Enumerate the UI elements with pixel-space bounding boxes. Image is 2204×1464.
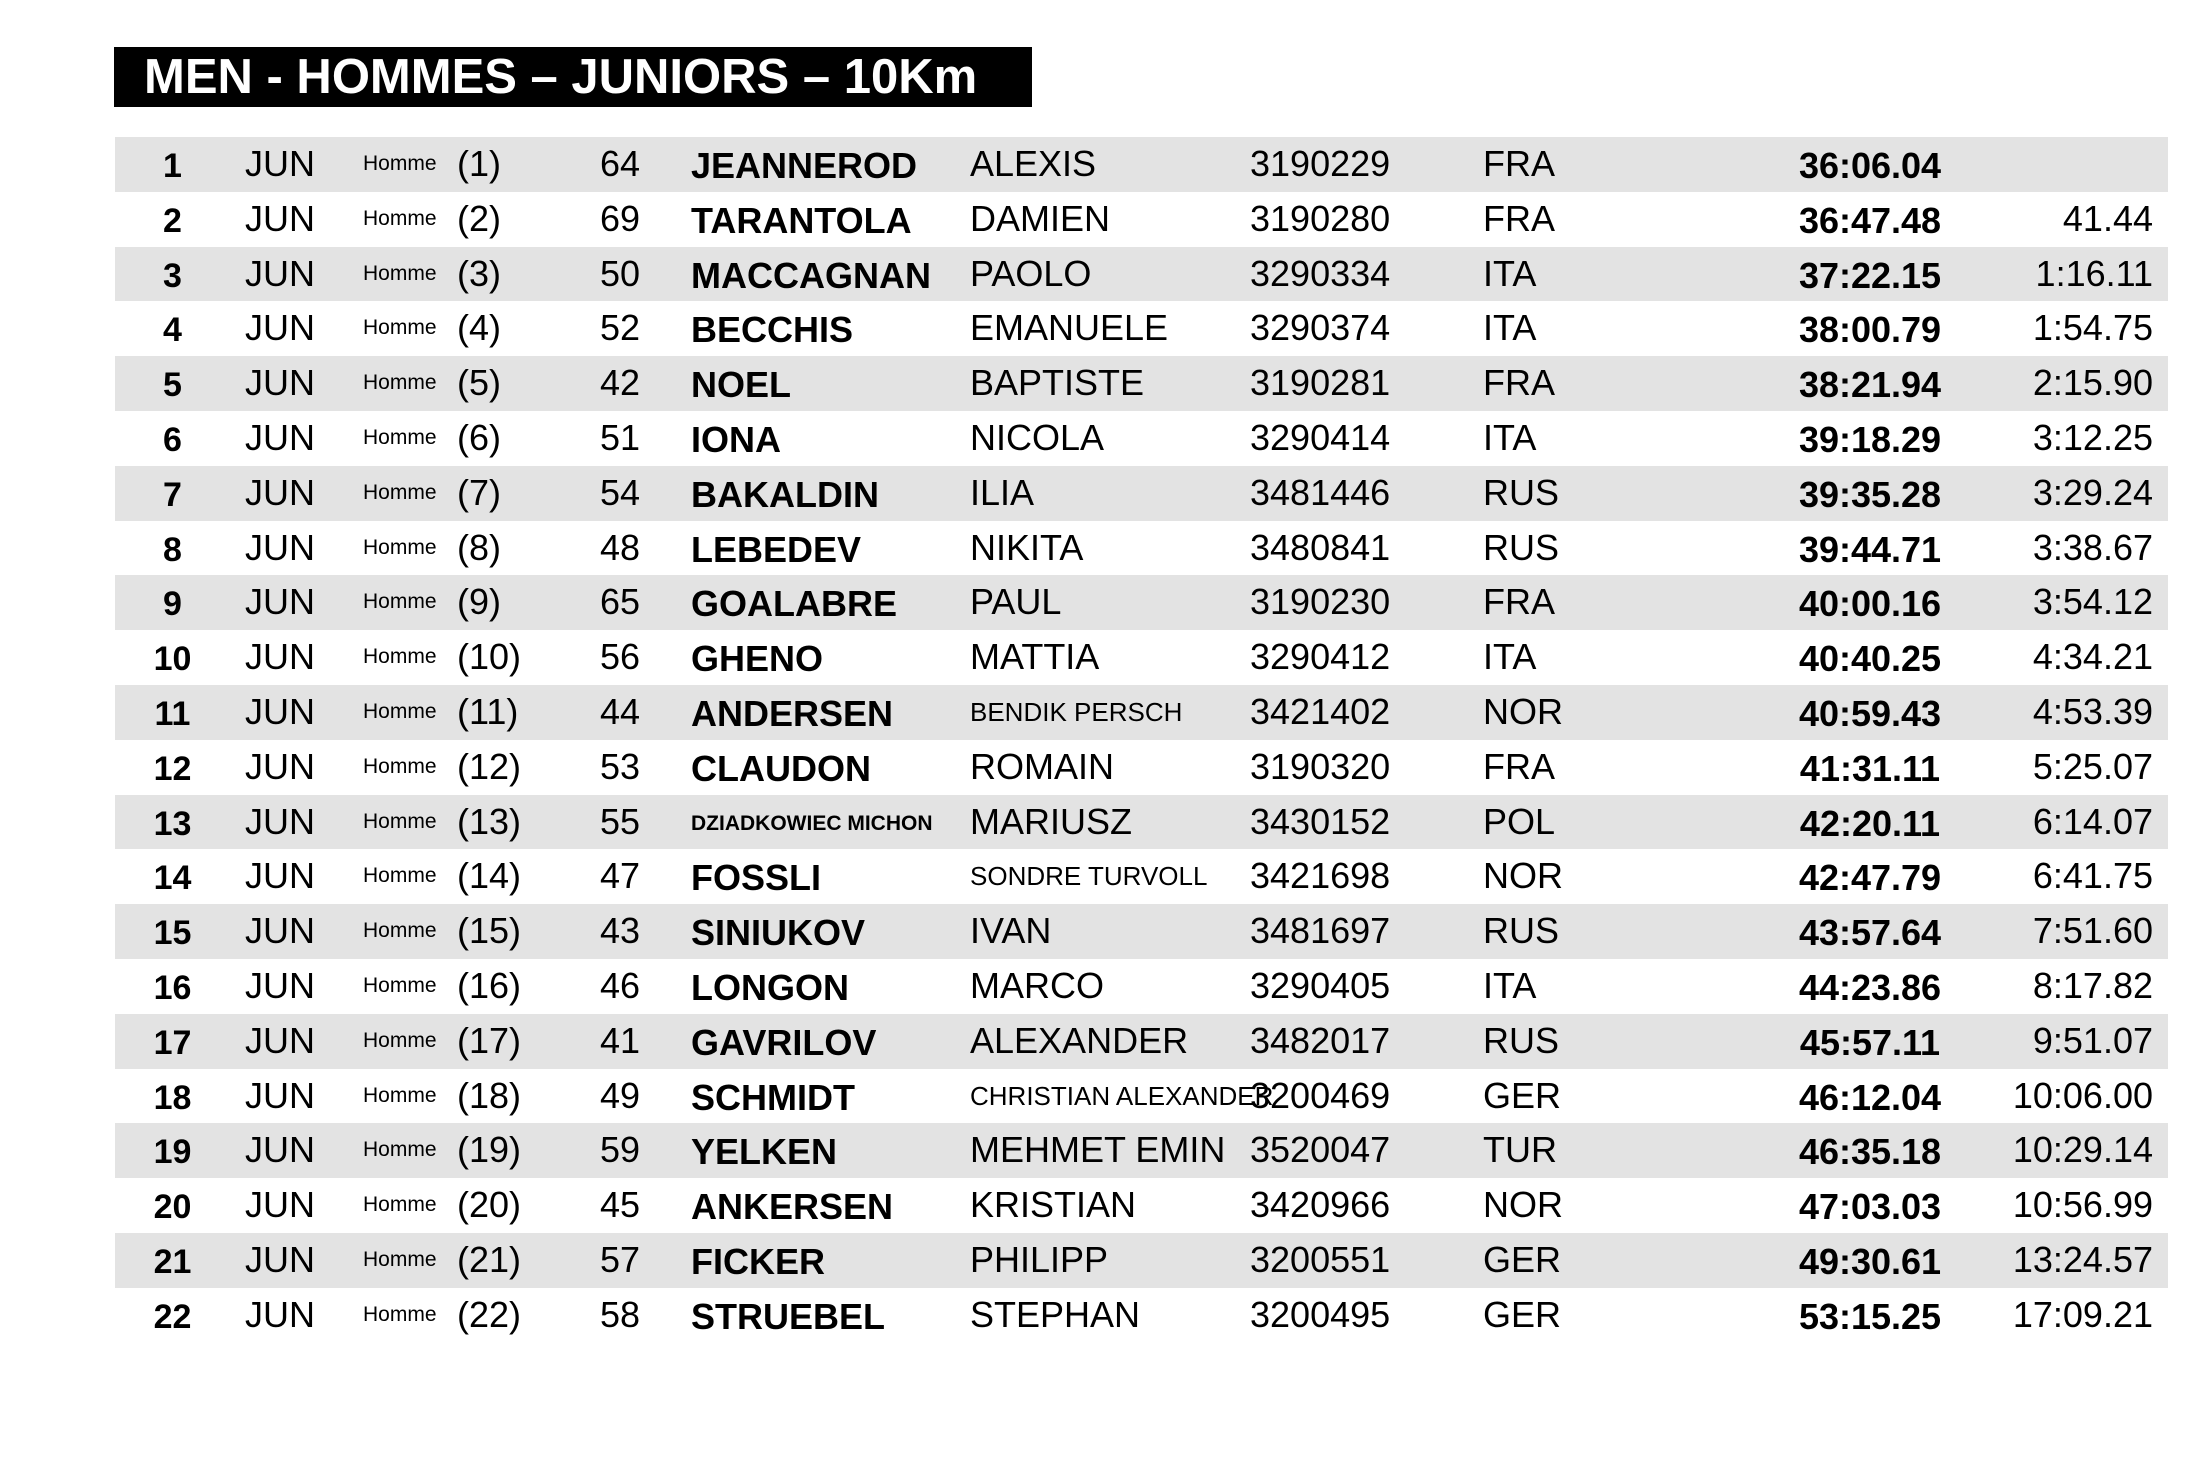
nation-cell: POL xyxy=(1483,800,1556,842)
first-name-cell: PHILIPP xyxy=(970,1238,1109,1280)
last-name-cell: STRUEBEL xyxy=(691,1295,886,1337)
nation-cell: GER xyxy=(1483,1293,1562,1335)
bib-number-cell: 64 xyxy=(599,143,640,184)
gender-cell: Homme xyxy=(363,645,437,669)
nation-cell: RUS xyxy=(1483,1019,1560,1061)
first-name-cell: CHRISTIAN ALEXANDER xyxy=(970,1080,1274,1111)
category-rank-cell: (21) xyxy=(457,1238,522,1280)
last-name-cell: NOEL xyxy=(691,364,792,406)
category-cell: JUN xyxy=(245,800,315,842)
first-name-cell: ROMAIN xyxy=(970,745,1114,787)
nation-cell: RUS xyxy=(1483,471,1560,513)
time-behind-cell: 3:54.12 xyxy=(2032,581,2153,623)
category-cell: JUN xyxy=(245,1184,315,1226)
rank-cell: 7 xyxy=(163,475,182,514)
finish-time-cell: 39:18.29 xyxy=(1798,418,1942,460)
rank-cell: 14 xyxy=(153,859,192,898)
nation-cell: FRA xyxy=(1483,143,1555,184)
last-name-cell: IONA xyxy=(691,418,781,460)
rank-cell: 11 xyxy=(154,694,191,733)
bib-number-cell: 59 xyxy=(599,1129,640,1171)
bib-number-cell: 57 xyxy=(599,1238,640,1280)
time-behind-cell: 10:29.14 xyxy=(2012,1129,2153,1171)
finish-time-cell: 46:35.18 xyxy=(1798,1131,1942,1173)
category-rank-cell: (6) xyxy=(457,416,501,458)
category-rank-cell: (22) xyxy=(457,1293,522,1335)
bib-number-cell: 43 xyxy=(599,910,640,952)
bib-number-cell: 48 xyxy=(599,526,640,568)
category-cell: JUN xyxy=(245,471,315,513)
fis-code-cell: 3290414 xyxy=(1250,416,1391,458)
last-name-cell: FOSSLI xyxy=(691,857,822,899)
finish-time-cell: 40:40.25 xyxy=(1798,638,1942,680)
table-row xyxy=(115,685,2168,740)
nation-cell: NOR xyxy=(1483,855,1563,897)
gender-cell: Homme xyxy=(363,1138,437,1162)
rank-cell: 16 xyxy=(153,968,192,1007)
table-row xyxy=(115,959,2168,1014)
nation-cell: FRA xyxy=(1483,197,1555,239)
finish-time-cell: 44:23.86 xyxy=(1798,966,1942,1008)
time-behind-cell: 4:34.21 xyxy=(2032,636,2153,678)
gender-cell: Homme xyxy=(363,535,437,559)
time-behind-cell: 10:56.99 xyxy=(2012,1184,2153,1226)
nation-cell: FRA xyxy=(1483,581,1555,623)
rank-cell: 3 xyxy=(163,256,182,295)
last-name-cell: CLAUDON xyxy=(691,747,871,789)
time-behind-cell: 41.44 xyxy=(2062,197,2153,239)
category-rank-cell: (14) xyxy=(457,855,522,897)
fis-code-cell: 3480841 xyxy=(1250,526,1391,568)
finish-time-cell: 47:03.03 xyxy=(1798,1186,1942,1228)
fis-code-cell: 3200551 xyxy=(1250,1238,1391,1280)
fis-code-cell: 3290412 xyxy=(1250,636,1391,678)
category-cell: JUN xyxy=(245,855,315,897)
bib-number-cell: 45 xyxy=(599,1184,640,1226)
last-name-cell: MACCAGNAN xyxy=(691,254,931,296)
last-name-cell: FICKER xyxy=(691,1240,825,1282)
bib-number-cell: 69 xyxy=(599,197,640,239)
gender-cell: Homme xyxy=(363,206,437,230)
table-row xyxy=(115,356,2168,411)
fis-code-cell: 3520047 xyxy=(1250,1129,1391,1171)
finish-time-cell: 43:57.64 xyxy=(1798,912,1942,954)
finish-time-cell: 53:15.25 xyxy=(1798,1295,1942,1337)
fis-code-cell: 3430152 xyxy=(1250,800,1391,842)
nation-cell: FRA xyxy=(1483,745,1555,787)
fis-code-cell: 3481446 xyxy=(1250,471,1391,513)
last-name-cell: BAKALDIN xyxy=(691,473,879,515)
table-row xyxy=(115,192,2168,247)
rank-cell: 1 xyxy=(163,147,182,185)
finish-time-cell: 36:06.04 xyxy=(1798,145,1942,186)
finish-time-cell: 41:31.11 xyxy=(1799,747,1941,789)
finish-time-cell: 40:00.16 xyxy=(1798,583,1942,625)
time-behind-cell: 6:14.07 xyxy=(2032,800,2153,842)
time-behind-cell: 9:51.07 xyxy=(2032,1019,2153,1061)
table-row xyxy=(115,740,2168,795)
gender-cell: Homme xyxy=(363,864,437,888)
gender-cell: Homme xyxy=(363,1193,437,1217)
first-name-cell: NICOLA xyxy=(970,416,1105,458)
gender-cell: Homme xyxy=(363,480,437,504)
fis-code-cell: 3481697 xyxy=(1250,910,1391,952)
bib-number-cell: 55 xyxy=(599,800,640,842)
category-rank-cell: (15) xyxy=(457,910,522,952)
last-name-cell: SCHMIDT xyxy=(691,1076,855,1118)
bib-number-cell: 49 xyxy=(599,1074,640,1116)
category-cell: JUN xyxy=(245,636,315,678)
category-cell: JUN xyxy=(245,690,315,732)
first-name-cell: ALEXANDER xyxy=(970,1019,1189,1061)
first-name-cell: PAUL xyxy=(970,581,1062,623)
rank-cell: 18 xyxy=(153,1078,192,1117)
first-name-cell: MARCO xyxy=(970,964,1104,1006)
rank-cell: 6 xyxy=(163,420,182,459)
category-cell: JUN xyxy=(245,362,315,404)
bib-number-cell: 44 xyxy=(599,690,640,732)
rank-cell: 22 xyxy=(153,1297,192,1336)
bib-number-cell: 65 xyxy=(599,581,640,623)
fis-code-cell: 3200469 xyxy=(1250,1074,1391,1116)
bib-number-cell: 54 xyxy=(599,471,640,513)
nation-cell: GER xyxy=(1483,1238,1562,1280)
table-row xyxy=(115,1123,2168,1178)
first-name-cell: KRISTIAN xyxy=(970,1184,1137,1226)
table-row xyxy=(115,849,2168,904)
finish-time-cell: 36:47.48 xyxy=(1798,199,1942,241)
bib-number-cell: 46 xyxy=(599,964,640,1006)
fis-code-cell: 3290334 xyxy=(1250,252,1391,294)
last-name-cell: JEANNEROD xyxy=(691,145,918,186)
finish-time-cell: 40:59.43 xyxy=(1798,692,1942,734)
rank-cell: 13 xyxy=(153,804,192,843)
table-row xyxy=(115,630,2168,685)
category-rank-cell: (19) xyxy=(457,1129,522,1171)
time-behind-cell: 1:16.11 xyxy=(2035,252,2153,294)
category-cell: JUN xyxy=(245,307,315,349)
category-cell: JUN xyxy=(245,1293,315,1335)
gender-cell: Homme xyxy=(363,973,437,997)
nation-cell: TUR xyxy=(1483,1129,1557,1171)
rank-cell: 8 xyxy=(163,530,182,569)
category-rank-cell: (20) xyxy=(457,1184,522,1226)
bib-number-cell: 42 xyxy=(599,362,640,404)
gender-cell: Homme xyxy=(363,152,437,175)
last-name-cell: TARANTOLA xyxy=(691,199,912,241)
results-table xyxy=(115,137,2168,1343)
bib-number-cell: 53 xyxy=(599,745,640,787)
category-rank-cell: (4) xyxy=(457,307,501,349)
rank-cell: 9 xyxy=(163,585,182,624)
category-rank-cell: (16) xyxy=(457,964,522,1006)
nation-cell: ITA xyxy=(1483,636,1537,678)
category-rank-cell: (17) xyxy=(457,1019,522,1061)
finish-time-cell: 45:57.11 xyxy=(1799,1021,1941,1063)
gender-cell: Homme xyxy=(363,371,437,395)
fis-code-cell: 3190281 xyxy=(1250,362,1391,404)
fis-code-cell: 3482017 xyxy=(1250,1019,1391,1061)
last-name-cell: ANKERSEN xyxy=(691,1186,894,1228)
rank-cell: 12 xyxy=(153,749,192,788)
category-rank-cell: (11) xyxy=(457,690,519,732)
fis-code-cell: 3420966 xyxy=(1250,1184,1391,1226)
bib-number-cell: 51 xyxy=(599,416,640,458)
table-row xyxy=(115,411,2168,466)
rank-cell: 4 xyxy=(163,311,182,350)
category-rank-cell: (7) xyxy=(457,471,501,513)
finish-time-cell: 42:47.79 xyxy=(1798,857,1942,899)
category-cell: JUN xyxy=(245,416,315,458)
first-name-cell: ILIA xyxy=(970,471,1035,513)
time-behind-cell: 13:24.57 xyxy=(2012,1238,2153,1280)
gender-cell: Homme xyxy=(363,754,437,778)
last-name-cell: SINIUKOV xyxy=(691,912,866,954)
table-row xyxy=(115,521,2168,576)
finish-time-cell: 38:00.79 xyxy=(1798,309,1942,351)
finish-time-cell: 49:30.61 xyxy=(1798,1240,1942,1282)
rank-cell: 20 xyxy=(153,1188,192,1227)
nation-cell: ITA xyxy=(1483,307,1537,349)
first-name-cell: BAPTISTE xyxy=(970,362,1145,404)
finish-time-cell: 37:22.15 xyxy=(1798,254,1942,296)
finish-time-cell: 39:35.28 xyxy=(1798,473,1942,515)
table-row xyxy=(115,575,2168,630)
last-name-cell: LONGON xyxy=(691,966,849,1008)
nation-cell: FRA xyxy=(1483,362,1555,404)
table-row xyxy=(115,795,2168,850)
fis-code-cell: 3200495 xyxy=(1250,1293,1391,1335)
first-name-cell: ALEXIS xyxy=(970,143,1097,184)
fis-code-cell: 3421402 xyxy=(1250,690,1391,732)
category-rank-cell: (13) xyxy=(457,800,522,842)
category-rank-cell: (5) xyxy=(457,362,501,404)
time-behind-cell: 3:12.25 xyxy=(2032,416,2153,458)
fis-code-cell: 3190229 xyxy=(1250,143,1391,184)
finish-time-cell: 42:20.11 xyxy=(1799,802,1941,844)
first-name-cell: IVAN xyxy=(970,910,1052,952)
category-cell: JUN xyxy=(245,745,315,787)
time-behind-cell: 2:15.90 xyxy=(2032,362,2153,404)
bib-number-cell: 56 xyxy=(599,636,640,678)
time-behind-cell: 3:29.24 xyxy=(2032,471,2153,513)
table-row xyxy=(115,466,2168,521)
first-name-cell: STEPHAN xyxy=(970,1293,1141,1335)
nation-cell: ITA xyxy=(1483,416,1537,458)
nation-cell: ITA xyxy=(1483,252,1537,294)
table-row xyxy=(115,301,2168,356)
table-row xyxy=(115,1069,2168,1124)
first-name-cell: EMANUELE xyxy=(970,307,1169,349)
rank-cell: 21 xyxy=(153,1242,192,1281)
bib-number-cell: 41 xyxy=(599,1019,640,1061)
category-rank-cell: (2) xyxy=(457,197,501,239)
category-cell: JUN xyxy=(245,1129,315,1171)
category-cell: JUN xyxy=(245,1238,315,1280)
last-name-cell: BECCHIS xyxy=(691,309,854,351)
time-behind-cell: 4:53.39 xyxy=(2032,690,2153,732)
category-rank-cell: (3) xyxy=(457,252,501,294)
gender-cell: Homme xyxy=(363,1083,437,1107)
first-name-cell: MARIUSZ xyxy=(970,800,1132,842)
nation-cell: GER xyxy=(1483,1074,1562,1116)
category-cell: JUN xyxy=(245,197,315,239)
category-cell: JUN xyxy=(245,1019,315,1061)
table-row xyxy=(115,137,2168,192)
table-row xyxy=(115,904,2168,959)
category-cell: JUN xyxy=(245,1074,315,1116)
rank-cell: 10 xyxy=(153,640,192,679)
category-rank-cell: (1) xyxy=(457,143,501,184)
last-name-cell: LEBEDEV xyxy=(691,528,862,570)
first-name-cell: SONDRE TURVOLL xyxy=(970,861,1208,892)
first-name-cell: MATTIA xyxy=(970,636,1100,678)
gender-cell: Homme xyxy=(363,919,437,943)
page-title: MEN - HOMMES – JUNIORS – 10Km xyxy=(114,47,1032,107)
bib-number-cell: 52 xyxy=(599,307,640,349)
fis-code-cell: 3190280 xyxy=(1250,197,1391,239)
gender-cell: Homme xyxy=(363,1028,437,1052)
time-behind-cell: 3:38.67 xyxy=(2032,526,2153,568)
category-rank-cell: (8) xyxy=(457,526,501,568)
finish-time-cell: 46:12.04 xyxy=(1798,1076,1942,1118)
category-rank-cell: (9) xyxy=(457,581,501,623)
category-cell: JUN xyxy=(245,252,315,294)
table-row xyxy=(115,247,2168,302)
category-cell: JUN xyxy=(245,143,315,184)
time-behind-cell: 7:51.60 xyxy=(2032,910,2153,952)
fis-code-cell: 3190230 xyxy=(1250,581,1391,623)
gender-cell: Homme xyxy=(363,699,437,723)
table-row xyxy=(115,1288,2168,1343)
gender-cell: Homme xyxy=(363,590,437,614)
rank-cell: 17 xyxy=(153,1023,192,1062)
category-rank-cell: (10) xyxy=(457,636,522,678)
bib-number-cell: 50 xyxy=(599,252,640,294)
bib-number-cell: 58 xyxy=(599,1293,640,1335)
time-behind-cell: 8:17.82 xyxy=(2032,964,2153,1006)
table-row xyxy=(115,1233,2168,1288)
finish-time-cell: 38:21.94 xyxy=(1798,364,1942,406)
nation-cell: NOR xyxy=(1483,690,1563,732)
gender-cell: Homme xyxy=(363,809,437,833)
first-name-cell: DAMIEN xyxy=(970,197,1111,239)
nation-cell: ITA xyxy=(1483,964,1537,1006)
fis-code-cell: 3290405 xyxy=(1250,964,1391,1006)
category-cell: JUN xyxy=(245,964,315,1006)
last-name-cell: ANDERSEN xyxy=(691,692,894,734)
first-name-cell: BENDIK PERSCH xyxy=(970,696,1183,727)
first-name-cell: NIKITA xyxy=(970,526,1084,568)
finish-time-cell: 39:44.71 xyxy=(1798,528,1942,570)
first-name-cell: PAOLO xyxy=(970,252,1092,294)
fis-code-cell: 3290374 xyxy=(1250,307,1391,349)
category-cell: JUN xyxy=(245,526,315,568)
time-behind-cell: 6:41.75 xyxy=(2032,855,2153,897)
gender-cell: Homme xyxy=(363,316,437,340)
last-name-cell: GHENO xyxy=(691,638,824,680)
gender-cell: Homme xyxy=(363,425,437,449)
table-row xyxy=(115,1178,2168,1233)
fis-code-cell: 3190320 xyxy=(1250,745,1391,787)
rank-cell: 19 xyxy=(153,1133,192,1172)
rank-cell: 5 xyxy=(163,366,182,405)
time-behind-cell: 1:54.75 xyxy=(2032,307,2153,349)
category-cell: JUN xyxy=(245,581,315,623)
time-behind-cell: 5:25.07 xyxy=(2032,745,2153,787)
last-name-cell: DZIADKOWIEC MICHON xyxy=(691,811,933,835)
category-cell: JUN xyxy=(245,910,315,952)
category-rank-cell: (18) xyxy=(457,1074,522,1116)
fis-code-cell: 3421698 xyxy=(1250,855,1391,897)
time-behind-cell: 10:06.00 xyxy=(2012,1074,2153,1116)
bib-number-cell: 47 xyxy=(599,855,640,897)
gender-cell: Homme xyxy=(363,1247,437,1271)
last-name-cell: YELKEN xyxy=(691,1131,838,1173)
rank-cell: 2 xyxy=(163,201,182,240)
last-name-cell: GOALABRE xyxy=(691,583,897,625)
last-name-cell: GAVRILOV xyxy=(691,1021,877,1063)
nation-cell: NOR xyxy=(1483,1184,1563,1226)
table-row xyxy=(115,1014,2168,1069)
time-behind-cell: 17:09.21 xyxy=(2012,1293,2153,1335)
gender-cell: Homme xyxy=(363,261,437,285)
first-name-cell: MEHMET EMIN xyxy=(970,1129,1226,1171)
rank-cell: 15 xyxy=(153,914,192,953)
nation-cell: RUS xyxy=(1483,910,1560,952)
gender-cell: Homme xyxy=(363,1302,437,1326)
category-rank-cell: (12) xyxy=(457,745,522,787)
nation-cell: RUS xyxy=(1483,526,1560,568)
